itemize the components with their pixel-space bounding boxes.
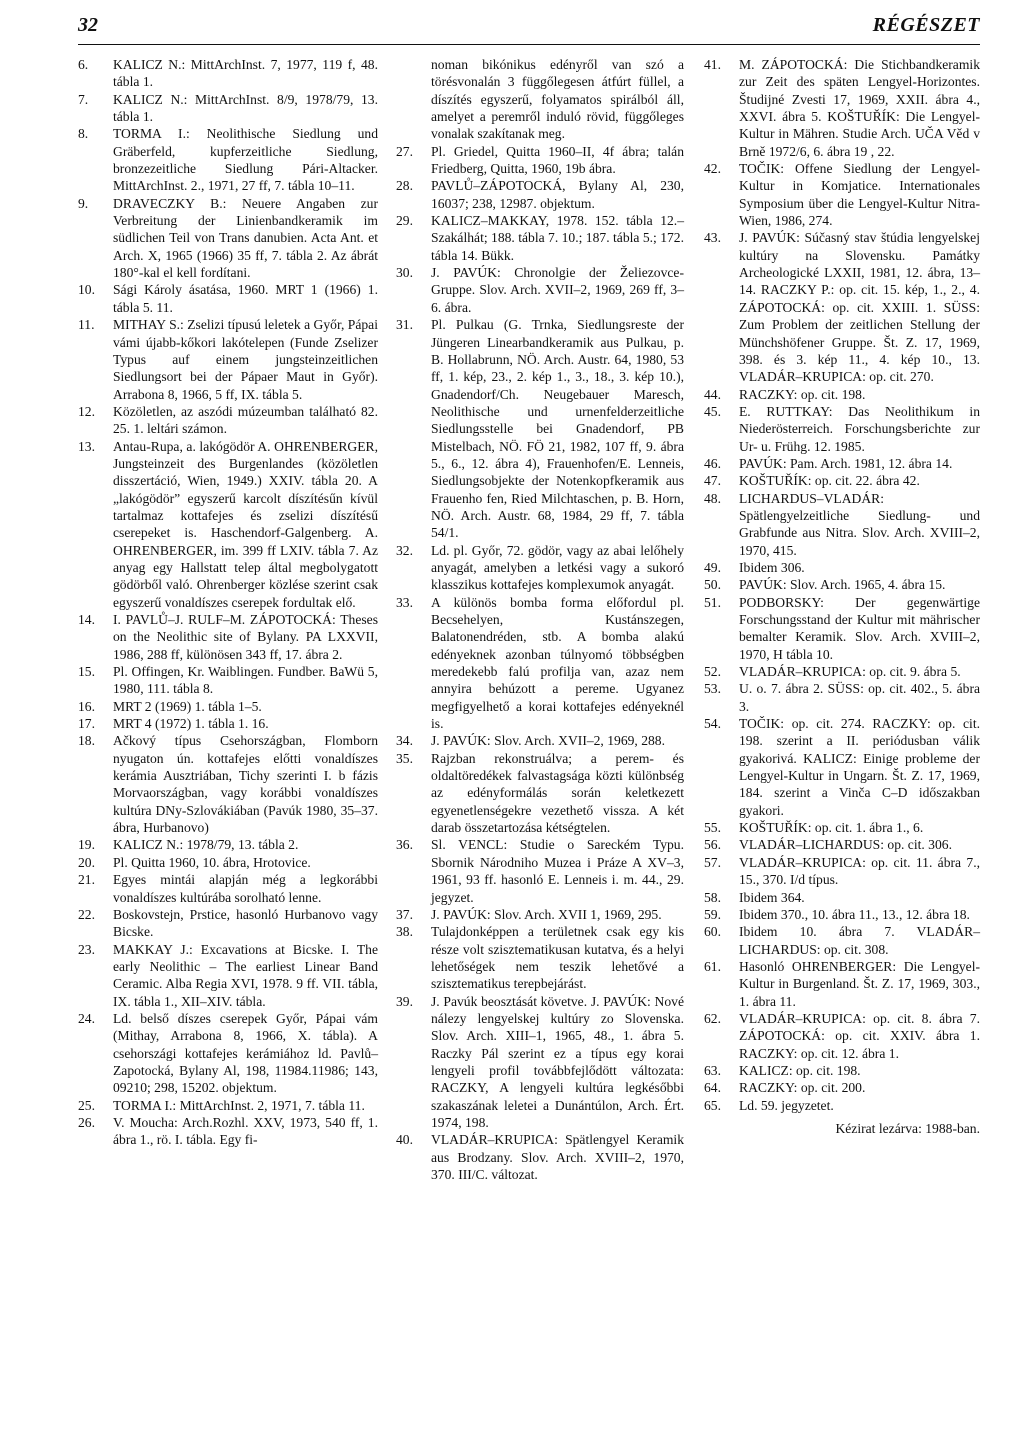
footnote-number: 38. xyxy=(396,924,413,940)
footnote-number: 49. xyxy=(704,559,721,575)
footnote-text: RACZKY: op. cit. 200. xyxy=(739,1080,866,1096)
footnote-item xyxy=(704,455,980,472)
footnote-number: 40. xyxy=(396,1132,413,1148)
footnote-text: Ibidem 306. xyxy=(739,559,805,575)
footnote-number: 62. xyxy=(704,1010,721,1026)
footnote-number: 59. xyxy=(704,906,721,922)
footnote-number: 33. xyxy=(396,594,413,610)
footnote-text: J. PAVÚK: Slov. Arch. XVII 1, 1969, 295. xyxy=(431,906,662,922)
footnote-item xyxy=(78,1010,378,1097)
footnote-item xyxy=(78,871,378,906)
footnote-item xyxy=(704,906,980,923)
footnote-item xyxy=(396,212,684,264)
footnote-number: 9. xyxy=(78,195,89,211)
footnote-number: 55. xyxy=(704,820,721,836)
footnote-item xyxy=(704,576,980,593)
footnote-item xyxy=(704,923,980,958)
footnote-number: 12. xyxy=(78,403,95,419)
footnote-item xyxy=(78,663,378,698)
footnote-item xyxy=(704,715,980,819)
footnote-number: 18. xyxy=(78,733,95,749)
footnote-text: PAVÚK: Pam. Arch. 1981, 12. ábra 14. xyxy=(739,455,953,471)
footnote-item xyxy=(78,836,378,853)
footnote-text: KALICZ N.: MittArchInst. 7, 1977, 119 f, 48. tábla 1. xyxy=(113,57,378,90)
footnote-item xyxy=(396,993,684,1132)
footnote-text: V. Moucha: Arch.Rozhl. XXV, 1973, 540 ff, 1. ábra 1., rö. I. tábla. Egy fi- xyxy=(113,1114,378,1148)
footnote-item xyxy=(396,177,684,212)
footnote-text: Tulajdonképpen a területnek csak egy kis része volt szisztematikusan kutatva, és a helyi lehetőségek nem teszik lehetővé a szisztematikus terepbejárást. xyxy=(431,924,684,992)
footnote-text: Ibidem 364. xyxy=(739,889,805,905)
footnote-item xyxy=(78,854,378,871)
footnote-text: MAKKAY J.: Excavations at Bicske. I. The early Neolithic – The earliest Linear Band Ceramic. Alba Regia XVI, 1978. 9 ff. VII. tábla, IX. tábla 1., XII–XIV. tábla. xyxy=(113,941,378,1009)
footnote-item xyxy=(704,472,980,489)
footnote-text: Ld. 59. jegyzetet. xyxy=(739,1097,834,1113)
footnote-text: KALICZ N.: MittArchInst. 8/9, 1978/79, 13. tábla 1. xyxy=(113,91,378,125)
footnote-text: VLADÁR–KRUPICA: op. cit. 9. ábra 5. xyxy=(739,664,961,680)
footnote-text: PAVLŮ–ZÁPOTOCKÁ, Bylany Al, 230, 16037; 238, 12987. objektum. xyxy=(431,178,684,211)
footnote-item xyxy=(704,854,980,889)
footnote-number: 57. xyxy=(704,854,721,870)
footnote-number: 29. xyxy=(396,213,413,229)
footnote-text: Rajzban rekonstruálva; a perem- és oldaltöredékek falvastagsága közti különbség az edényformálás során keletkezett egyenetlenségekre vezethető vissza. A két darab összetartozása kétségtelen. xyxy=(431,750,684,836)
header-rule xyxy=(78,44,980,45)
footnote-number: 24. xyxy=(78,1010,95,1026)
footnote-text: Sl. VENCL: Studie o Sareckém Typu. Sbornik Národniho Muzea i Práze A XV–3, 1961, 93 ff. hasonló E. Lenneis i. m. 44., 29. jegyzet. xyxy=(431,837,684,905)
footnote-text: MITHAY S.: Zselizi típusú leletek a Győr, Pápai vámi újabb-kőkori lakótelepen (Funde Zselizer Typus auf einem jungsteinzeitlichen Siedlungsort bei der Pápaer Maut in Győr). Arrabona 8, 1966, 5 ff, IX. tábla 5. xyxy=(113,317,378,402)
footnote-text: PAVÚK: Slov. Arch. 1965, 4. ábra 15. xyxy=(739,577,946,593)
footnote-item xyxy=(704,229,980,385)
footnote-text: MRT 2 (1969) 1. tábla 1–5. xyxy=(113,698,262,714)
footnote-number: 6. xyxy=(78,57,89,72)
footnote-item xyxy=(396,56,684,143)
footnote-text: Hasonló OHRENBERGER: Die Lengyel-Kultur in Burgenland. Št. Z. 17, 1969, 303., 1. ábra 11. xyxy=(739,958,980,1009)
footnote-number: 23. xyxy=(78,941,95,957)
footnote-number: 60. xyxy=(704,924,721,940)
footnote-item xyxy=(396,750,684,837)
footnote-item xyxy=(78,403,378,438)
footnote-text: Ibidem 370., 10. ábra 11., 13., 12. ábra 18. xyxy=(739,906,970,922)
footnote-number: 20. xyxy=(78,854,95,870)
footnote-text: Pl. Griedel, Quitta 1960–II, 4f ábra; talán Friedberg, Quitta, 1960, 19b ábra. xyxy=(431,143,684,177)
footnote-number: 44. xyxy=(704,386,721,402)
footnote-text: MRT 4 (1972) 1. tábla 1. 16. xyxy=(113,716,269,732)
footnote-item xyxy=(704,1010,980,1062)
notes-column-1 xyxy=(78,56,378,1149)
footnote-item xyxy=(396,143,684,178)
footnote-item xyxy=(78,715,378,732)
footnote-text: VLADÁR–KRUPICA: Spätlengyel Keramik aus Brodzany. Slov. Arch. XVIII–2, 1970, 370. III/C. változat. xyxy=(431,1132,684,1182)
footnote-item xyxy=(396,906,684,923)
footnote-item xyxy=(78,316,378,403)
footnote-text: Antau-Rupa, a. lakógödör A. OHRENBERGER, Jungsteinzeit des Burgenlandes (közöletlen disszertáció, Wien, 1949.) XXIV. tábla 20. A „lakógödör” egyszerű karcolt díszítésűn kívül tartalmaz kottafejes és zselizi díszítésű cserepeket is. Haschendorf-Galgenberg. A. OHRENBERGER, im. 399 ff LXIV. tábla 7. Az anyag egy Hallstatt telep által megbolygatott gödörből való. Ohrenberger közlése szerint csak egyszerű vonaldíszes cserepek fordultak elő. xyxy=(113,438,378,610)
footnote-text: PODBORSKY: Der gegenwärtige Forschungsstand der Kultur mit mährischer bemalter Keramik. Slov. Arch. XVIII–2, 1970, H tábla 10. xyxy=(739,594,980,662)
footnote-item xyxy=(396,264,684,316)
footnote-number: 65. xyxy=(704,1097,721,1113)
footnote-text: J. PAVÚK: Chronolgie der Želiezovce-Gruppe. Slov. Arch. XVII–2, 1969, 269 ff, 3–6. ábra. xyxy=(431,265,684,315)
footnote-number: 56. xyxy=(704,837,721,853)
footnote-number: 13. xyxy=(78,438,95,454)
footnote-number: 48. xyxy=(704,490,721,506)
footnote-number: 52. xyxy=(704,664,721,680)
footnote-text: M. ZÁPOTOCKÁ: Die Stichbandkeramik zur Zeit des späten Lengyel-Horizontes. Študijné Zvesti 17, 1969, XXII. ábra 4., XXVI. ábra 5. KOŠTUŘÍK: Die Lengyel-Kultur in Mähren. Studie Arch. UČA Věd v Brně 1972/6, 6. ábra 19 , 22. xyxy=(739,57,980,159)
footnote-number: 26. xyxy=(78,1114,95,1130)
footnote-item xyxy=(78,125,378,194)
footnote-number: 47. xyxy=(704,473,721,489)
footnote-text: J. PAVÚK: Slov. Arch. XVII–2, 1969, 288. xyxy=(431,733,666,749)
footnote-number: 54. xyxy=(704,716,721,732)
footnote-number: 35. xyxy=(396,750,413,766)
footnote-item xyxy=(78,195,378,282)
footnote-item xyxy=(704,1062,980,1079)
footnote-item xyxy=(704,56,980,160)
footnote-number: 22. xyxy=(78,906,95,922)
footnote-text: KOŠTUŘÍK: op. cit. 1. ábra 1., 6. xyxy=(739,820,924,836)
running-title: RÉGÉSZET xyxy=(872,14,980,36)
footnote-item xyxy=(704,490,980,559)
footnote-text: TORMA I.: MittArchInst. 2, 1971, 7. tábla 11. xyxy=(113,1097,365,1113)
footnote-number: 41. xyxy=(704,57,721,72)
footnote-item xyxy=(704,559,980,576)
manuscript-closing-note: Kézirat lezárva: 1988-ban. xyxy=(835,1120,980,1136)
footnote-item xyxy=(704,663,980,680)
footnote-number: 27. xyxy=(396,143,413,159)
footnote-text: E. RUTTKAY: Das Neolithikum in Niederösterreich. Forschungsberichte zur Ur- u. Frühg. 12. 1985. xyxy=(739,403,980,454)
footnote-number: 21. xyxy=(78,872,95,888)
footnote-item xyxy=(704,1079,980,1096)
footnote-text: KOŠTUŘÍK: op. cit. 22. ábra 42. xyxy=(739,473,920,489)
footnote-text: I. PAVLŮ–J. RULF–M. ZÁPOTOCKÁ: Theses on the Neolithic site of Bylany. PA LXXVII, 1986, 288 ff, különösen 343 ff, 17. ábra 2. xyxy=(113,612,378,662)
footnote-number: 50. xyxy=(704,577,721,593)
footnote-text: U. o. 7. ábra 2. SÜSS: op. cit. 402., 5. ábra 3. xyxy=(739,681,980,714)
footnote-text: Boskovstejn, Prstice, hasonló Hurbanovo vagy Bicske. xyxy=(113,906,378,940)
footnote-number: 16. xyxy=(78,698,95,714)
footnote-number: 64. xyxy=(704,1080,721,1096)
footnote-number: 25. xyxy=(78,1097,95,1113)
footnote-text: Ld. pl. Győr, 72. gödör, vagy az abai lelőhely anyagát, amelyben a letkési vagy a sukoró klasszikus kottafejes komplexumok anyagát. xyxy=(431,542,684,593)
footnote-text: TOČIK: op. cit. 274. RACZKY: op. cit. 198. szerint a II. periódusban válik gyakorivá. KALICZ: Einige probleme der Lengyel-Kultur in Ungarn. Št. Z. 17, 1969, 184. szerint a Vinča C–D időszakban gyakori. xyxy=(739,716,980,818)
footnote-number: 11. xyxy=(78,317,95,333)
footnote-number: 58. xyxy=(704,889,721,905)
footnote-number: 31. xyxy=(396,317,413,333)
footnote-text: VLADÁR–LICHARDUS: op. cit. 306. xyxy=(739,837,952,853)
footnote-text: J. PAVÚK: Súčasný stav štúdia lengyelskej kultúry na Slovensku. Památky Archeologické LXXII, 1981, 12. ábra, 13–14. RACZKY P.: op. cit. 15. kép, 1., 2., 4. ZÁPOTOCKÁ: op. cit. XXIII. 1. SÜSS: Zum Problem der zeitlichen Stellung der Münchshöfener Gruppe. Št. Z. 17, 1969, 398. és 3. kép 11., 4. kép 10., 13. VLADÁR–KRUPICA: op. cit. 270. xyxy=(739,230,980,385)
footnote-item xyxy=(78,941,378,1010)
footnote-text: Pl. Offingen, Kr. Waiblingen. Fundber. BaWü 5, 1980, 111. tábla 8. xyxy=(113,664,378,697)
footnote-text: Ibidem 10. ábra 7. VLADÁR–LICHARDUS: op. cit. 308. xyxy=(739,924,980,957)
footnote-item xyxy=(704,819,980,836)
footnote-number: 30. xyxy=(396,265,413,281)
footnote-item xyxy=(78,438,378,611)
footnote-number: 37. xyxy=(396,906,413,922)
footnote-text: TORMA I.: Neolithische Siedlung und Gräberfeld, kupferzeitliche Siedlung, bronzezeitliche Siedlung Pári-Altacker. MittArchInst. 2., 1971, 27 ff, 7. tábla 10–11. xyxy=(113,126,378,194)
footnote-item xyxy=(78,1114,378,1149)
footnote-item xyxy=(78,91,378,126)
page-number: 32 xyxy=(78,14,98,36)
footnote-item xyxy=(396,316,684,541)
footnote-number: 14. xyxy=(78,612,95,627)
footnote-item xyxy=(704,836,980,853)
footnote-number: 17. xyxy=(78,716,95,732)
footnote-item xyxy=(78,281,378,316)
footnote-number: 7. xyxy=(78,91,89,107)
footnote-number: 51. xyxy=(704,594,721,610)
footnote-text: Ačkový típus Csehországban, Flomborn nyugaton ún. kottafejes előtti vonaldíszes kerámia Ausztriában, Tichy szerinti I. b fázis Morvaországban, vagy korábbi vonaldíszes kultúra DNy-Szlovákiában (Pavúk 1980, 35–37. ábra, Hurbanovo) xyxy=(113,733,378,836)
footnote-item xyxy=(78,611,378,663)
footnote-text: Sági Károly ásatása, 1960. MRT 1 (1966) 1. tábla 5. 11. xyxy=(113,282,378,315)
footnote-number: 46. xyxy=(704,455,721,471)
footnote-item xyxy=(78,56,378,91)
footnote-item xyxy=(396,594,684,733)
footnote-text: J. Pavúk beosztását követve. J. PAVÚK: Nové nálezy lengyelskej kultúry zo Slovenska. Slov. Arch. XIII–1, 1965, 48., 1. ábra 5. Raczky Pál szerint ez a típus egy korai lengyeli profil továbbfejlődött változata: RACZKY, A lengyeli kultúra legkésőbbi szakaszának leletei a Dunántúlon, Arch. Ért. 1974, 198. xyxy=(431,993,684,1130)
footnote-number: 28. xyxy=(396,178,413,194)
footnote-number: 45. xyxy=(704,403,721,419)
footnote-item xyxy=(704,680,980,715)
footnote-text: LICHARDUS–VLADÁR: Spätlengyelzeitliche Siedlung- und Grabfunde aus Nitra. Slov. Arch. XVIII–2, 1970, 415. xyxy=(739,490,980,558)
footnote-text: DRAVECZKY B.: Neuere Angaben zur Verbreitung der Linienbandkeramik im südlichen Teil von Trans danubien. Acta Ant. et Arch. X, 1965 (1966) 35 ff, 7. tábla 2. Az ábrát 180°-kal el kell fordítani. xyxy=(113,195,378,281)
footnote-number: 43. xyxy=(704,230,721,246)
footnote-number: 42. xyxy=(704,161,721,177)
footnote-text: Ld. belső díszes cserepek Győr, Pápai vám (Mithay, Arrabona 8, 1966, X. tábla). A csehországi kottafejes kerámiához ld. Pavlů–Zapotocká, Bylany Al, 198, 11984.11986; 143, 09210; 298, 15202. objektum. xyxy=(113,1010,378,1096)
footnote-text: Pl. Pulkau (G. Trnka, Siedlungsreste der Jüngeren Linearbandkeramik aus Pulkau, p. B. Hollabrunn, NÖ. Arch. Austr. 64, 1980, 53 ff, 1. kép, 23., 2. kép 1., 3., 18., 3. kép 10.), Gnadendorf/Ch. Neugebauer Maresch, Neolithische und urnenfelderzeitliche Siedlungsstelle bei Gnadendorf, PB Mistelbach, NÖ. FÖ 21, 1982, 107 ff, 9. ábra 5., 6., 12. ábra 4), Frauenhofen/E. Lenneis, Siedlungsobjekte der Notenkopfkeramik aus Frauenho fen, Ried Milchtaschen, p. B. Horn, NÖ. Arch. Austr. 68, 1984, 29 ff, 7. tábla 54/1. xyxy=(431,317,684,541)
footnote-text: VLADÁR–KRUPICA: op. cit. 8. ábra 7. ZÁPOTOCKÁ: op. cit. XXIV. ábra 1. RACZKY: op. cit. 12. ábra 1. xyxy=(739,1010,980,1061)
footnote-item xyxy=(704,1097,980,1114)
footnote-item xyxy=(78,906,378,941)
notes-column-3 xyxy=(704,56,980,1137)
footnote-text: noman bikónikus edényről van szó a törésvonalán 3 függőlegesen átfúrt füllel, a díszítés egyszerű, folyamatos spirálból áll, amelyet a peremről induló rövid, függőleges vonalak szakítanak meg. xyxy=(431,57,684,142)
footnote-item xyxy=(396,1131,684,1183)
footnote-item xyxy=(704,889,980,906)
footnote-text: KALICZ: op. cit. 198. xyxy=(739,1062,861,1078)
footnote-number: 34. xyxy=(396,733,413,749)
footnote-item xyxy=(78,732,378,836)
footnote-number: 32. xyxy=(396,542,413,558)
footnote-text: KALICZ N.: 1978/79, 13. tábla 2. xyxy=(113,837,299,853)
footnote-item xyxy=(396,542,684,594)
footnote-item xyxy=(78,698,378,715)
footnote-item xyxy=(704,958,980,1010)
footnote-number: 61. xyxy=(704,958,721,974)
footnote-text: TOČIK: Offene Siedlung der Lengyel-Kultur in Komjatice. Internationales Symposium über die Lengyel-Kultur Nitra-Wien, 1986, 274. xyxy=(739,161,980,229)
footnote-text: Pl. Quitta 1960, 10. ábra, Hrotovice. xyxy=(113,854,311,870)
footnote-number: 10. xyxy=(78,282,95,298)
footnote-text: KALICZ–MAKKAY, 1978. 152. tábla 12.–Szakálhát; 188. tábla 7. 10.; 187. tábla 5.; 172. tábla 14. Bükk. xyxy=(431,213,684,263)
footnote-text: VLADÁR–KRUPICA: op. cit. 11. ábra 7., 15., 370. I/d típus. xyxy=(739,854,980,888)
footnote-text: RACZKY: op. cit. 198. xyxy=(739,386,866,402)
footnote-number: 36. xyxy=(396,837,413,853)
footnote-item xyxy=(78,1097,378,1114)
footnote-item xyxy=(396,836,684,905)
footnote-text: Közöletlen, az aszódi múzeumban található 82. 25. 1. leltári számon. xyxy=(113,403,378,437)
footnote-item xyxy=(704,160,980,229)
footnote-number: 15. xyxy=(78,664,95,680)
footnote-number: 8. xyxy=(78,126,89,142)
footnote-item xyxy=(396,732,684,749)
footnote-number: 63. xyxy=(704,1062,721,1078)
footnote-number: 19. xyxy=(78,837,95,853)
footnote-item xyxy=(704,403,980,455)
footnote-text: A különös bomba forma előfordul pl. Becsehelyen, Kustánszegen, Balatonendréden, stb. A bomba alakú edényeknek azonban túlnyomó többségben meredekebb falú profilja van, azaz nem annyira behúzott a pereme. Ugyanez megfigyelhető a korai kottafejes edényeknél is. xyxy=(431,594,684,732)
notes-column-2 xyxy=(396,56,684,1183)
footnote-number: 53. xyxy=(704,681,721,697)
footnote-item xyxy=(704,594,980,663)
footnote-item xyxy=(396,923,684,992)
footnote-text: Egyes mintái alapján még a legkorábbi vonaldíszes kultúrába sorolható lenne. xyxy=(113,872,378,905)
footnote-number: 39. xyxy=(396,993,413,1009)
footnote-item xyxy=(704,386,980,403)
